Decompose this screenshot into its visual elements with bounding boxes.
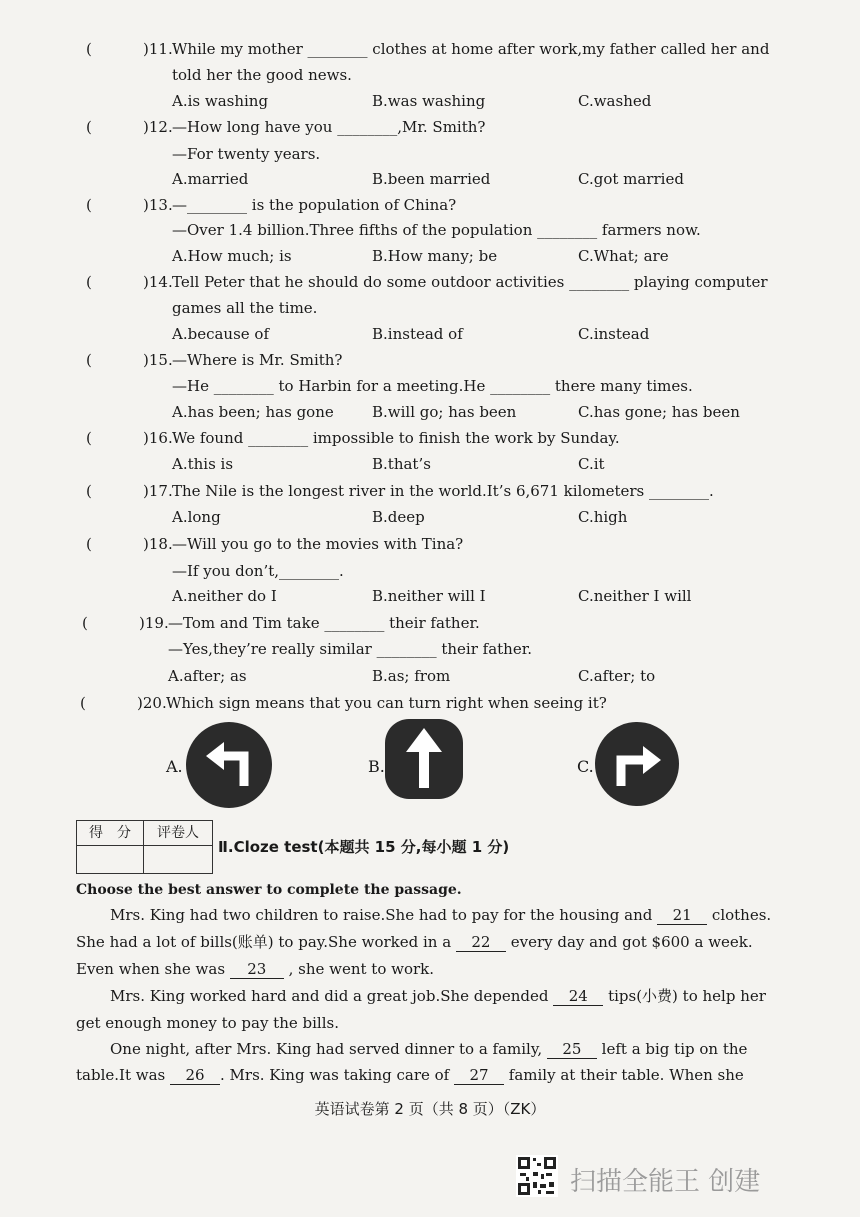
- sign-label-b: B.: [368, 757, 385, 776]
- turn-right-arrow-icon: [593, 720, 681, 808]
- question-number: )17.: [143, 482, 173, 500]
- question-number: )19.: [139, 614, 169, 632]
- answer-paren: (: [86, 273, 92, 291]
- section-title: Ⅱ.Cloze test(本题共 15 分,每小题 1 分): [218, 838, 510, 856]
- question-text: While my mother ________ clothes at home after work,my father called her and: [172, 40, 770, 58]
- answer-paren: (: [86, 196, 92, 214]
- option-c: C.washed: [578, 92, 652, 110]
- question-number: )13.: [143, 196, 173, 214]
- option-a: A.after; as: [168, 667, 247, 685]
- question-text: —Yes,they’re really similar ________ their father.: [168, 640, 533, 658]
- blank-24: 24: [553, 987, 603, 1006]
- sign-label-c: C.: [577, 757, 594, 776]
- question-number: )12.: [143, 118, 173, 136]
- passage-line: Even when she was 23 , she went to work.: [76, 960, 435, 978]
- page-footer: 英语试卷第 2 页（共 8 页）（ZK）: [314, 1100, 546, 1118]
- answer-paren: (: [82, 614, 88, 632]
- question-text: Which sign means that you can turn right when seeing it?: [166, 694, 607, 712]
- option-a: A.long: [172, 508, 221, 526]
- qr-code-icon: [516, 1155, 558, 1197]
- option-b: B.neither will I: [372, 587, 486, 605]
- question-number: )20.: [137, 694, 167, 712]
- option-b: B.was washing: [372, 92, 486, 110]
- question-text: Tell Peter that he should do some outdoor activities ________ playing computer: [172, 273, 768, 291]
- passage-line: Mrs. King worked hard and did a great job.She depended 24 tips(小费) to help her: [110, 987, 766, 1005]
- option-a: A.neither do I: [172, 587, 277, 605]
- blank-25: 25: [547, 1040, 597, 1059]
- question-text: —He ________ to Harbin for a meeting.He ________ there many times.: [172, 377, 693, 395]
- passage-line: One night, after Mrs. King had served dinner to a family, 25 left a big tip on the: [110, 1040, 748, 1058]
- passage-line: Mrs. King had two children to raise.She had to pay for the housing and 21 clothes.: [110, 906, 772, 924]
- option-a: A.this is: [172, 455, 234, 473]
- option-a: A.because of: [172, 325, 270, 343]
- question-text: The Nile is the longest river in the world.It’s 6,671 kilometers ________.: [172, 482, 714, 500]
- answer-paren: (: [86, 535, 92, 553]
- option-a: A.has been; has gone: [172, 403, 334, 421]
- question-number: )15.: [143, 351, 173, 369]
- question-text: —Where is Mr. Smith?: [172, 351, 343, 369]
- answer-paren: (: [86, 482, 92, 500]
- answer-paren: (: [86, 351, 92, 369]
- sign-label-a: A.: [166, 757, 183, 776]
- answer-paren: (: [86, 118, 92, 136]
- question-text: told her the good news.: [172, 66, 352, 84]
- watermark-text: 扫描全能王 创建: [570, 1167, 761, 1197]
- option-c: C.What; are: [578, 247, 669, 265]
- option-c: C.instead: [578, 325, 650, 343]
- turn-left-arrow-icon: [184, 720, 274, 810]
- option-b: B.will go; has been: [372, 403, 517, 421]
- question-text: —How long have you ________,Mr. Smith?: [172, 118, 486, 136]
- answer-paren: (: [80, 694, 86, 712]
- score-header: 得 分: [77, 821, 144, 846]
- option-c: C.after; to: [578, 667, 656, 685]
- blank-21: 21: [657, 906, 707, 925]
- option-c: C.it: [578, 455, 605, 473]
- option-b: B.instead of: [372, 325, 463, 343]
- answer-paren: (: [86, 429, 92, 447]
- question-number: )14.: [143, 273, 173, 291]
- option-c: C.high: [578, 508, 628, 526]
- answer-paren: (: [86, 40, 92, 58]
- blank-23: 23: [230, 960, 284, 979]
- option-b: B.deep: [372, 508, 425, 526]
- question-text: —Will you go to the movies with Tina?: [172, 535, 464, 553]
- question-number: )16.: [143, 429, 173, 447]
- question-text: —If you don’t,________.: [172, 562, 344, 580]
- passage-line: She had a lot of bills(账单) to pay.She worked in a 22 every day and got $600 a week.: [76, 933, 753, 951]
- option-a: A.is washing: [172, 92, 269, 110]
- blank-27: 27: [454, 1066, 504, 1085]
- question-text: We found ________ impossible to finish the work by Sunday.: [172, 429, 620, 447]
- option-b: B.that’s: [372, 455, 431, 473]
- question-number: )11.: [143, 40, 173, 58]
- question-text: —For twenty years.: [172, 145, 321, 163]
- option-a: A.How much; is: [172, 247, 292, 265]
- option-b: B.as; from: [372, 667, 451, 685]
- question-text: games all the time.: [172, 299, 318, 317]
- option-a: A.married: [172, 170, 249, 188]
- question-text: —Over 1.4 billion.Three fifths of the population ________ farmers now.: [172, 221, 701, 239]
- blank-26: 26: [170, 1066, 220, 1085]
- passage-line: table.It was 26 . Mrs. King was taking care of 27 family at their table. When she: [76, 1066, 744, 1084]
- blank-22: 22: [456, 933, 506, 952]
- passage-line: get enough money to pay the bills.: [76, 1014, 339, 1032]
- option-c: C.has gone; has been: [578, 403, 740, 421]
- instructions: Choose the best answer to complete the passage.: [76, 882, 462, 898]
- option-b: B.How many; be: [372, 247, 498, 265]
- grader-header: 评卷人: [144, 821, 212, 846]
- option-b: B.been married: [372, 170, 491, 188]
- question-text: —Tom and Tim take ________ their father.: [168, 614, 480, 632]
- question-number: )18.: [143, 535, 173, 553]
- question-text: —________ is the population of China?: [172, 196, 457, 214]
- option-c: C.neither I will: [578, 587, 692, 605]
- score-table: [76, 820, 213, 874]
- straight-arrow-icon: [384, 718, 464, 800]
- option-c: C.got married: [578, 170, 684, 188]
